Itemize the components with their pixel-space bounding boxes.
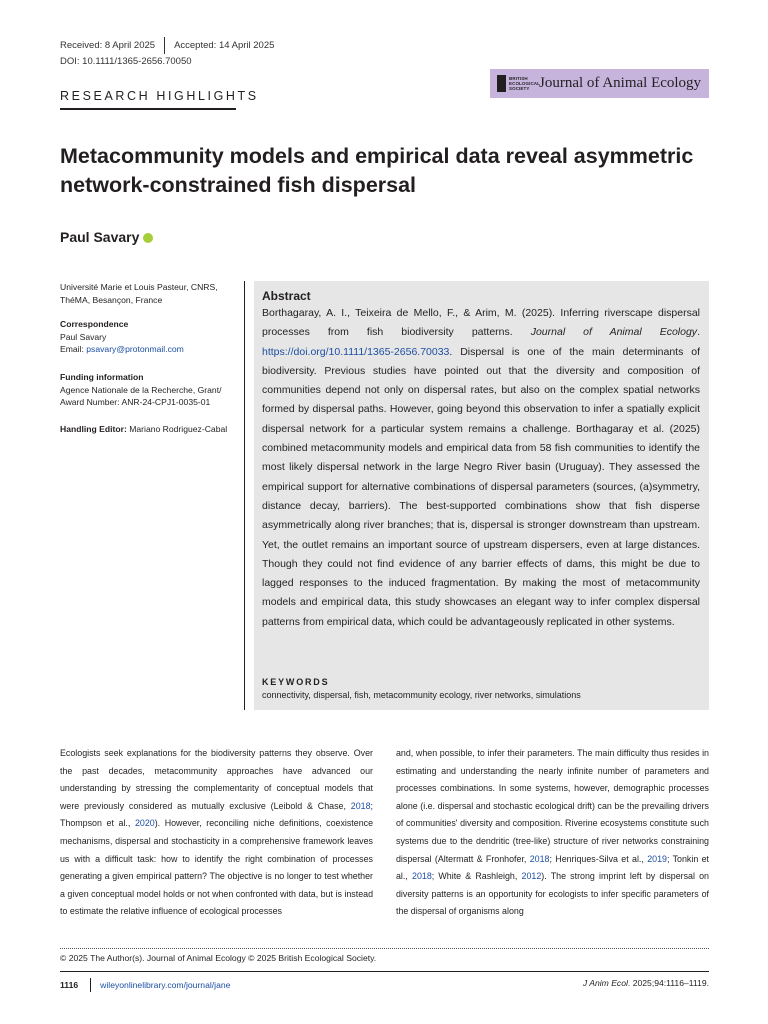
- reference-link[interactable]: 2018: [350, 800, 371, 811]
- funding-line-1: Agence Nationale de la Recherche, Grant/: [60, 384, 222, 395]
- section-rule: [60, 108, 236, 110]
- article-doi[interactable]: DOI: 10.1111/1365-2656.70050: [60, 56, 192, 67]
- column-divider: [244, 281, 245, 710]
- author-line: [60, 229, 153, 245]
- abstract-text: [262, 304, 700, 632]
- reference-link[interactable]: 2018: [412, 871, 432, 882]
- affiliation: [60, 281, 238, 306]
- keywords-heading: KEYWORDS: [262, 677, 330, 687]
- body-text: ). The strong imprint left by dispersal on diversity patterns is an opportunity for ecologists to infer specific parameters of the dispersal of organisms along: [396, 871, 709, 917]
- correspondence: [60, 318, 238, 356]
- section-label: RESEARCH HIGHLIGHTS: [60, 89, 259, 103]
- abstract-heading: Abstract: [262, 289, 311, 303]
- page-number: 1116: [60, 980, 79, 990]
- date-divider: [164, 37, 165, 54]
- abstract-body: . Dispersal is one of the main determinants of biodiversity. Previous studies have pointed out that the diversity and composition of communities depend not only on dispersal rates, but also on the complex spatial networks formed by dispersal paths. However, going beyond this observation to infer a spatially explicit dispersal network for a particular system remains a challenge. Borthagaray et al. (2025) combined metacommunity models and empirical data from 58 fish communities to identify the most likely dispersal network in the large Negro River basin (Uruguay). They assessed the empirical support for alternative combinations of dispersal parameters (sources, (a)symmetry, distance decay, barriers). The best-supported combinations show that fish disperse asymmetrically along river branches; that is, dispersal is stronger downstream than upstream. Yet, the outlet remains an important source of upstream dispersers, even at large distances. Though they could not find evidence of any barrier effects of dams, this might be due to lagged responses to the induced fragmentation. By making the most of metacommunity models and empirical data, this study showcases an elegant way to infer complex dispersal patterns from empirical data, which could be advantageously replicated in other systems.: [262, 345, 700, 628]
- citation-journal: J Anim Ecol: [582, 978, 628, 988]
- footer-rule: [60, 971, 709, 972]
- body-text: ). However, reconciling niche definitions, coexistence mechanisms, dispersal and stochasticity in a comprehensive framework leaves us with a difficult task: how to identify the right combination of processes generating a given empirical pattern? The objective is no longer to test whether a given conceptual model holds or not when confronted with data, but is instead to estimate the relative influence of ecological processes: [60, 818, 374, 917]
- handling-editor: [60, 423, 250, 436]
- body-column-left: [60, 745, 373, 921]
- body-text: Ecologists seek explanations for the biodiversity patterns they observe. Over the past decades, metacommunity approaches have advanced our understanding by stressing the complementarity of conceptual models that were previously considered as mutually exclusive (Leibold & Chase,: [60, 748, 373, 811]
- accepted-date: Accepted: 14 April 2025: [174, 40, 275, 51]
- footer-divider: [90, 978, 91, 992]
- footer-left: [60, 978, 230, 992]
- funding-heading: Funding information: [60, 372, 144, 382]
- article-dates: [60, 37, 274, 54]
- journal-name: Journal of Animal Ecology: [539, 75, 702, 91]
- reference-link[interactable]: 2019: [647, 853, 667, 864]
- email-line: [60, 343, 238, 356]
- body-text: ; Henriques-Silva et al.,: [549, 853, 648, 864]
- body-text: ; Thompson et al.,: [60, 800, 373, 829]
- reference-link[interactable]: 2018: [529, 853, 550, 864]
- received-date: Received: 8 April 2025: [60, 40, 156, 51]
- funding: [60, 371, 238, 409]
- society-name: BRITISH ECOLOGICAL SOCIETY: [509, 76, 540, 91]
- citation-footer: [583, 978, 709, 988]
- reference-link[interactable]: 2012: [521, 871, 542, 882]
- keywords-list: connectivity, dispersal, fish, metacommunity ecology, river networks, simulations: [262, 690, 581, 700]
- editor-name: Mariano Rodriguez-Cabal: [129, 424, 228, 434]
- email-link[interactable]: psavary@protonmail.com: [86, 344, 184, 354]
- reference-link[interactable]: 2020: [134, 818, 155, 829]
- affiliation-line-2: ThéMA, Besançon, France: [60, 294, 163, 305]
- body-text: ; Tonkin et al.,: [396, 853, 710, 882]
- body-text: and, when possible, to infer their parameters. The main difficulty thus resides in estimating and understanding the nearly infinite number of parameters and processes combinations. In some systems, however, demographic processes alone (i.e. dispersal and stochastic ecological drift) can be the prevailing drivers of communities' diversity and composition. Riverine ecosystems constitute such systems due to the dendritic (tree-like) structure of river networks constraining dispersal (Altermatt & Fronhofer,: [396, 748, 709, 864]
- abstract-citation: Borthagaray, A. I., Teixeira de Mello, F., & Arim, M. (2025). Inferring riverscape dispersal processes from fish biodiversity patterns.: [262, 307, 700, 339]
- correspondence-name: Paul Savary: [60, 331, 107, 342]
- email-label: Email:: [60, 344, 87, 354]
- copyright-notice: © 2025 The Author(s). Journal of Animal Ecology © 2025 British Ecological Society.: [60, 953, 377, 963]
- abstract-sep: .: [697, 326, 700, 339]
- author-name[interactable]: Paul Savary: [60, 229, 140, 245]
- correspondence-heading: Correspondence: [60, 319, 129, 329]
- affiliation-line-1: Université Marie et Louis Pasteur, CNRS,: [60, 282, 218, 292]
- editor-label: Handling Editor:: [60, 424, 130, 434]
- article-title: Metacommunity models and empirical data reveal asymmetric network-constrained fish dispersal: [60, 144, 694, 197]
- journal-banner[interactable]: [490, 69, 709, 98]
- journal-url-link[interactable]: wileyonlinelibrary.com/journal/jane: [100, 980, 231, 990]
- society-logo-icon: [497, 75, 506, 92]
- funding-line-2: Award Number: ANR-24-CPJ1-0035-01: [60, 397, 211, 407]
- body-column-right: [396, 745, 709, 921]
- citation-details: . 2025;94:1116–1119.: [627, 978, 709, 988]
- abstract-doi-link[interactable]: https://doi.org/10.1111/1365-2656.70033: [262, 345, 450, 358]
- body-text: ; White & Rashleigh,: [431, 871, 522, 882]
- abstract-journal: Journal of Animal Ecology: [530, 326, 698, 339]
- footer-dotted-rule: [60, 948, 709, 949]
- orcid-icon[interactable]: [143, 233, 153, 243]
